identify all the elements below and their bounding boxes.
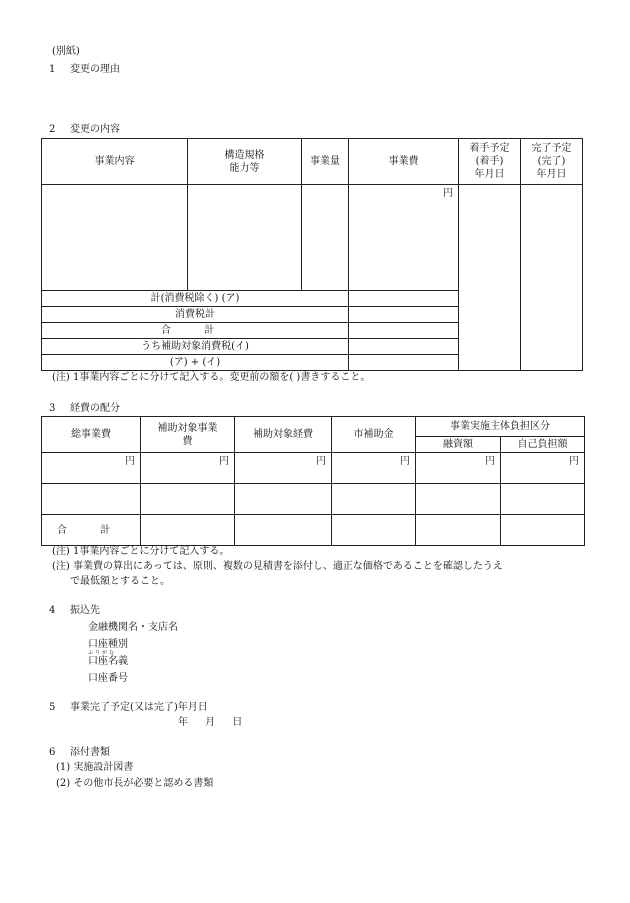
section-2-note: (注) 1事業内容ごとに分けて記入する。変更前の額を( )書きすること。 <box>52 372 371 383</box>
cell-chakushu[interactable] <box>459 185 521 371</box>
cell-empty[interactable] <box>235 484 332 515</box>
section-1-title: 変更の理由 <box>70 64 120 75</box>
section-4-title: 振込先 <box>70 605 100 616</box>
bank-name-label: 金融機関名・支店名 <box>88 622 178 633</box>
cell-empty[interactable] <box>501 484 585 515</box>
header-kozo: 構造規格 能力等 <box>188 139 302 185</box>
cell-jiko[interactable]: 円 <box>501 453 585 484</box>
cell-hojo-jigyohi[interactable]: 円 <box>141 453 235 484</box>
completion-date: 年 月 日 <box>178 717 243 728</box>
cell-empty[interactable] <box>141 515 235 546</box>
section-2-title: 変更の内容 <box>70 124 120 135</box>
header-jigyo-naiyo: 事業内容 <box>42 139 188 185</box>
header-chakushu: 着手予定 (着手) 年月日 <box>459 139 521 185</box>
cell-hojo-keihi[interactable]: 円 <box>235 453 332 484</box>
cost-allocation-table <box>41 416 585 546</box>
row-gokei-label: 合 計 <box>42 515 141 546</box>
section-2-number: 2 <box>49 124 56 135</box>
section-3-title: 経費の配分 <box>70 403 120 414</box>
cell-shi-hojokin[interactable]: 円 <box>332 453 416 484</box>
cell-jigyo-naiyo[interactable] <box>42 185 188 291</box>
change-content-table <box>41 138 583 371</box>
cell-so-jigyohi[interactable]: 円 <box>42 453 141 484</box>
header-shi-hojokin: 市補助金 <box>332 417 416 453</box>
header-note: (別紙) <box>52 46 80 57</box>
section-3-note-2a: (注) 事業費の算出にあっては、原則、複数の見積書を添付し、適正な価格であることを確認したうえ <box>52 561 503 572</box>
row-a-plus-i-value[interactable] <box>349 355 459 371</box>
cell-empty[interactable] <box>42 484 141 515</box>
account-holder-label: ふりがな 口座名義 <box>88 650 128 667</box>
section-5-number: 5 <box>49 702 56 713</box>
header-hojo-jigyohi: 補助対象事業 費 <box>141 417 235 453</box>
cell-empty[interactable] <box>332 515 416 546</box>
row-uchi-value[interactable] <box>349 339 459 355</box>
cell-empty[interactable] <box>416 484 501 515</box>
cell-kanryo[interactable] <box>521 185 583 371</box>
cell-empty[interactable] <box>416 515 501 546</box>
header-yushi: 融資額 <box>416 437 501 453</box>
section-3-number: 3 <box>49 403 56 414</box>
cell-empty[interactable] <box>501 515 585 546</box>
section-6-title: 添付書類 <box>70 747 110 758</box>
account-number-label: 口座番号 <box>88 673 128 684</box>
row-shohizei-label: 消費税計 <box>42 307 349 323</box>
header-jiko: 自己負担額 <box>501 437 585 453</box>
attachment-item-1: (1) 実施設計図書 <box>56 762 134 773</box>
header-jigyohi: 事業費 <box>349 139 459 185</box>
attachment-item-2: (2) その他市長が必要と認める書類 <box>56 778 214 789</box>
row-shohizei-value[interactable] <box>349 307 459 323</box>
section-1-number: 1 <box>49 64 56 75</box>
row-gokei-label: 合 計 <box>42 323 349 339</box>
header-futan: 事業実施主体負担区分 <box>416 417 585 437</box>
row-gokei-value[interactable] <box>349 323 459 339</box>
cell-empty[interactable] <box>235 515 332 546</box>
section-6-number: 6 <box>49 747 56 758</box>
cell-empty[interactable] <box>141 484 235 515</box>
row-kei-value[interactable] <box>349 291 459 307</box>
header-hojo-keihi: 補助対象経費 <box>235 417 332 453</box>
header-kanryo: 完了予定 (完了) 年月日 <box>521 139 583 185</box>
cell-kozo[interactable] <box>188 185 302 291</box>
row-a-plus-i-label: (ア) + (イ) <box>42 355 349 371</box>
section-4-number: 4 <box>49 605 56 616</box>
header-jigyoryo: 事業量 <box>302 139 349 185</box>
section-5-title: 事業完了予定(又は完了)年月日 <box>70 702 208 713</box>
furigana-label: ふりがな <box>88 650 117 656</box>
cell-yushi[interactable]: 円 <box>416 453 501 484</box>
account-type-label: 口座種別 <box>88 639 128 650</box>
section-3-note-1: (注) 1事業内容ごとに分けて記入する。 <box>52 546 230 557</box>
cell-empty[interactable] <box>332 484 416 515</box>
row-kei-label: 計(消費税除く) (ア) <box>42 291 349 307</box>
cell-jigyoryo[interactable] <box>302 185 349 291</box>
section-3-note-2b: で最低額とすること。 <box>70 576 170 587</box>
cell-jigyohi-yen[interactable]: 円 <box>349 185 459 291</box>
header-so-jigyohi: 総事業費 <box>42 417 141 453</box>
row-uchi-label: うち補助対象消費税(イ) <box>42 339 349 355</box>
